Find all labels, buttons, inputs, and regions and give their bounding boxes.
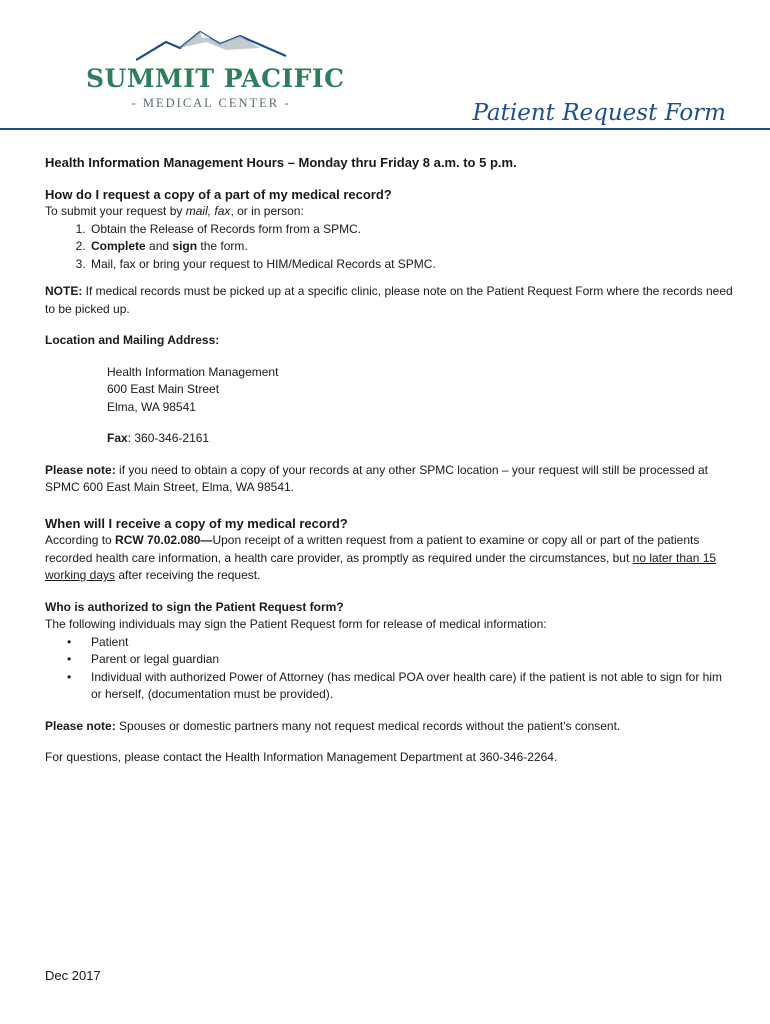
please-note-label-1: Please note: [45, 462, 116, 477]
document-body [45, 154, 735, 767]
receive-deadline: no later than 15 working days [45, 550, 717, 582]
hours-heading: Health Information Management Hours – Monday thru Friday 8 a.m. to 5 p.m. [45, 155, 517, 170]
receive-text-pre: According to [45, 533, 116, 547]
request-steps [45, 221, 735, 274]
list-item [67, 651, 735, 669]
questions-contact: For questions, please contact the Health Information Management Department at 360-346-2264. [45, 750, 558, 764]
bullet-icon: • [67, 634, 72, 649]
list-item [67, 669, 735, 704]
request-heading: How do I request a copy of a part of my medical record? [45, 186, 392, 202]
fax-value: : 360-346-2161 [127, 431, 210, 445]
note-label: NOTE: [45, 284, 83, 298]
authorized-item-poa: Individual with authorized Power of Attorney (has medical POA over health care) if the patient is not able to sign for him or herself, (documentation must be provided). [91, 669, 723, 701]
mailing-address [45, 364, 735, 448]
address-line-2: 600 East Main Street [107, 382, 220, 396]
other-location-note [45, 462, 735, 497]
authorized-item-guardian: Parent or legal guardian [91, 652, 220, 666]
summit-pacific-logo [86, 26, 345, 116]
step2-end: the form. [197, 239, 248, 253]
pickup-note [45, 283, 735, 318]
spouse-note [45, 718, 735, 736]
bullet-icon: • [67, 669, 72, 684]
authorized-heading: Who is authorized to sign the Patient Request form? [45, 599, 344, 614]
please-note-text-2: Spouses or domestic partners many not request medical records without the patient's consent. [115, 718, 621, 733]
request-intro-pre: To submit your request by [45, 204, 186, 218]
step2-sign: sign [172, 239, 198, 253]
request-step-2 [89, 238, 735, 256]
request-intro-post: , or in person: [230, 204, 304, 218]
address-line-1: Health Information Management [107, 364, 279, 379]
receive-text-mid: Upon receipt of a written request from a patient to examine or copy all or part of the patients recorded health care information, a health care provider, as promptly as required under the circumstances, but [45, 533, 700, 565]
org-name: SUMMIT PACIFIC [86, 64, 345, 93]
address-heading: Location and Mailing Address: [45, 333, 220, 347]
request-intro [45, 203, 735, 221]
step2-complete: Complete [91, 239, 146, 253]
request-intro-mail: mail [185, 204, 208, 218]
authorized-intro: The following individuals may sign the Patient Request form for release of medical information: [45, 617, 547, 631]
please-note-label-2: Please note: [45, 718, 116, 733]
authorized-item-patient: Patient [91, 634, 129, 649]
fax-number [107, 430, 735, 448]
org-subtitle: - MEDICAL CENTER - [131, 96, 291, 110]
note-text: If medical records must be picked up at a specific clinic, please note on the Patient Request Form where the records need to be picked up. [45, 284, 733, 316]
authorized-list [45, 634, 735, 704]
footer-date: Dec 2017 [45, 968, 101, 983]
request-intro-sep: , [207, 204, 215, 218]
fax-label: Fax [107, 431, 128, 445]
step2-mid: and [145, 239, 173, 253]
address-line-3: Elma, WA 98541 [107, 399, 196, 414]
receive-text [45, 532, 735, 585]
form-title: Patient Request Form [472, 100, 726, 126]
request-step-1: 1. Obtain the Release of Records form from a SPMC. [89, 221, 735, 239]
receive-text-end: after receiving the request. [115, 568, 261, 582]
list-item [67, 634, 735, 652]
request-step-3: 3. Mail, fax or bring your request to HIM/Medical Records at SPMC. [89, 256, 735, 274]
request-intro-fax: fax [214, 204, 231, 218]
please-note-text-1: if you need to obtain a copy of your records at any other SPMC location – your request will still be processed at SPMC 600 East Main Street, Elma, WA 98541. [45, 462, 709, 494]
header-divider [0, 128, 770, 130]
bullet-icon: • [67, 652, 72, 666]
mountain-logo-icon [136, 26, 286, 62]
receive-heading: When will I receive a copy of my medical record? [45, 515, 348, 531]
rcw-citation: RCW 70.02.080— [115, 533, 213, 547]
